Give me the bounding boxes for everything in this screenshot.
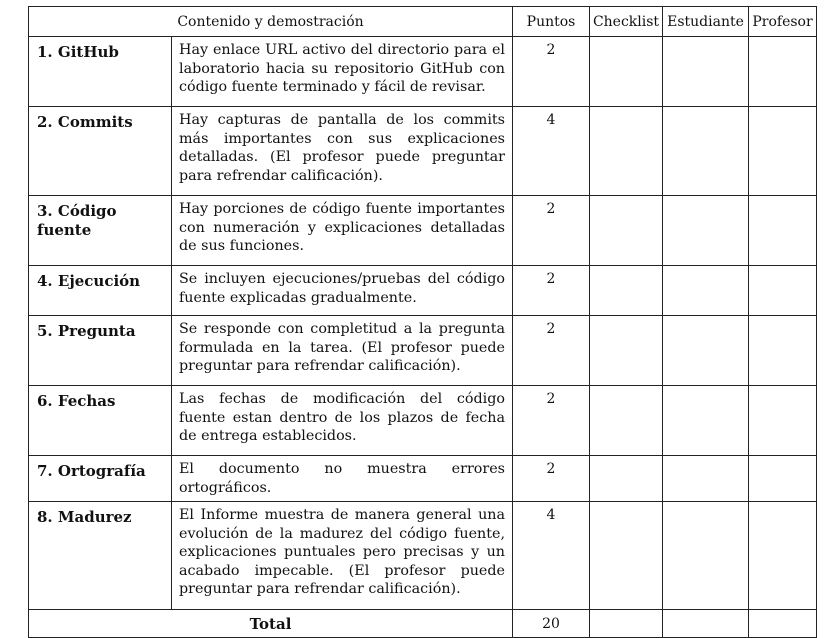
description-cell: Hay enlace URL activo del directorio para el laboratorio hacia su repositorio GitHub con código fuente terminado y fácil de revisar.: [172, 37, 513, 107]
student-score-cell[interactable]: [663, 386, 749, 456]
description-cell: Las fechas de modificación del código fuente estan dentro de los plazos de fecha de entrega establecidos.: [172, 386, 513, 456]
header-points: Puntos: [513, 7, 590, 37]
header-checklist: Checklist: [590, 7, 663, 37]
teacher-score-cell[interactable]: [749, 502, 817, 610]
description-cell: Hay capturas de pantalla de los commits más importantes con sus explicaciones detalladas. (El profesor puede preguntar para refrendar calificación).: [172, 107, 513, 196]
student-score-cell[interactable]: [663, 196, 749, 266]
criterion-cell: 2. Commits: [29, 107, 172, 196]
header-teacher: Profesor: [749, 7, 817, 37]
criterion-cell: 8. Madurez: [29, 502, 172, 610]
checklist-cell[interactable]: [590, 107, 663, 196]
student-score-cell[interactable]: [663, 456, 749, 502]
description-cell: El documento no muestra errores ortográficos.: [172, 456, 513, 502]
teacher-score-cell[interactable]: [749, 266, 817, 316]
teacher-score-cell[interactable]: [749, 37, 817, 107]
header-content: Contenido y demostración: [29, 7, 513, 37]
points-cell: 4: [513, 502, 590, 610]
checklist-cell[interactable]: [590, 266, 663, 316]
points-cell: 2: [513, 266, 590, 316]
criterion-cell: 5. Pregunta: [29, 316, 172, 386]
teacher-score-cell[interactable]: [749, 456, 817, 502]
total-teacher-cell[interactable]: [749, 610, 817, 638]
description-cell: El Informe muestra de manera general una evolución de la madurez del código fuente, explicaciones puntuales pero precisas y un acabado impecable. (El profesor puede preguntar para refrendar calificación).: [172, 502, 513, 610]
criterion-cell: 6. Fechas: [29, 386, 172, 456]
teacher-score-cell[interactable]: [749, 107, 817, 196]
table-row: [29, 37, 817, 107]
student-score-cell[interactable]: [663, 502, 749, 610]
table-row: [29, 266, 817, 316]
points-cell: 2: [513, 196, 590, 266]
total-row: [29, 610, 817, 638]
total-checklist-cell[interactable]: [590, 610, 663, 638]
student-score-cell[interactable]: [663, 37, 749, 107]
checklist-cell[interactable]: [590, 502, 663, 610]
description-cell: Se incluyen ejecuciones/pruebas del código fuente explicadas gradualmente.: [172, 266, 513, 316]
checklist-cell[interactable]: [590, 316, 663, 386]
checklist-cell[interactable]: [590, 37, 663, 107]
header-student: Estudiante: [663, 7, 749, 37]
criterion-cell: 3. Código fuente: [29, 196, 172, 266]
table-row: [29, 316, 817, 386]
points-cell: 2: [513, 37, 590, 107]
total-student-cell[interactable]: [663, 610, 749, 638]
student-score-cell[interactable]: [663, 316, 749, 386]
table-row: [29, 456, 817, 502]
table-row: [29, 386, 817, 456]
checklist-cell[interactable]: [590, 386, 663, 456]
table-row: [29, 502, 817, 610]
criterion-cell: 4. Ejecución: [29, 266, 172, 316]
points-cell: 2: [513, 386, 590, 456]
points-cell: 2: [513, 456, 590, 502]
teacher-score-cell[interactable]: [749, 196, 817, 266]
criterion-cell: 1. GitHub: [29, 37, 172, 107]
points-cell: 2: [513, 316, 590, 386]
description-cell: Hay porciones de código fuente importantes con numeración y explicaciones detalladas de sus funciones.: [172, 196, 513, 266]
table-row: [29, 196, 817, 266]
table-row: [29, 107, 817, 196]
points-cell: 4: [513, 107, 590, 196]
teacher-score-cell[interactable]: [749, 316, 817, 386]
rubric-table: [28, 6, 817, 638]
checklist-cell[interactable]: [590, 456, 663, 502]
criterion-cell: 7. Ortografía: [29, 456, 172, 502]
header-row: [29, 7, 817, 37]
student-score-cell[interactable]: [663, 266, 749, 316]
description-cell: Se responde con completitud a la pregunta formulada en la tarea. (El profesor puede preguntar para refrendar calificación).: [172, 316, 513, 386]
checklist-cell[interactable]: [590, 196, 663, 266]
total-points: 20: [513, 610, 590, 638]
total-label: Total: [29, 610, 513, 638]
student-score-cell[interactable]: [663, 107, 749, 196]
teacher-score-cell[interactable]: [749, 386, 817, 456]
